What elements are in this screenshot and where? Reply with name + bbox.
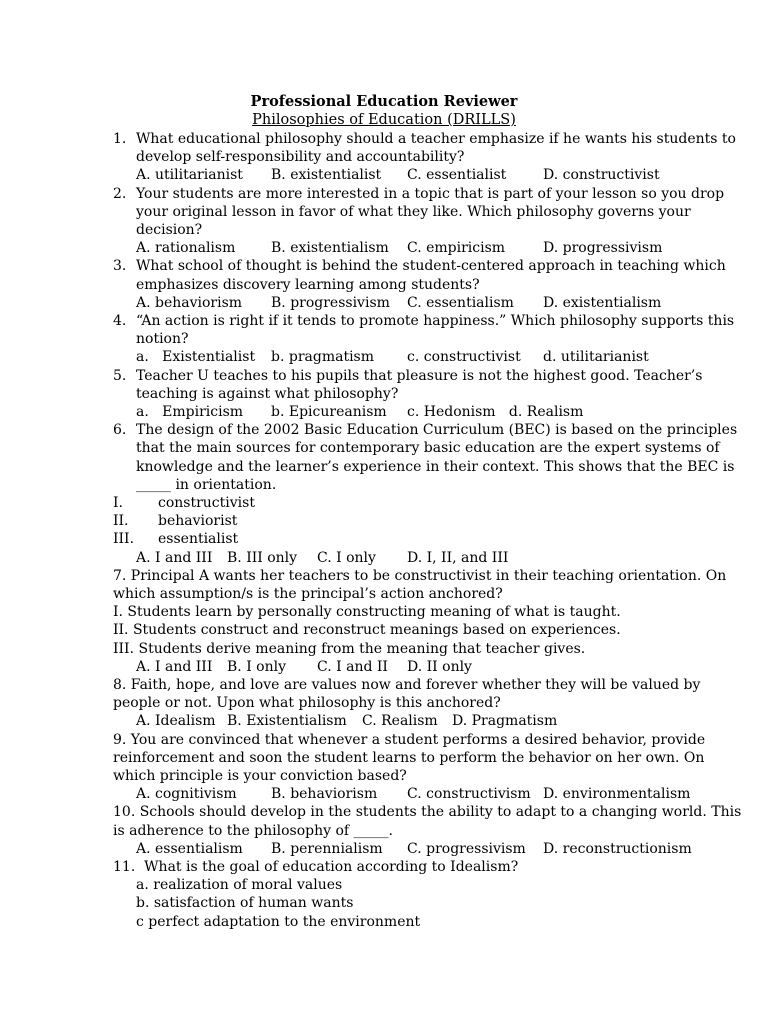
answer-choice: B. III only — [227, 549, 298, 566]
question-text-line: develop self-responsibility and accountability? — [136, 149, 465, 166]
question-text-line: which assumption/s is the principal’s action anchored? — [113, 586, 503, 602]
question-text-line: _____ in orientation. — [136, 476, 277, 493]
answer-choice: c. constructivist — [407, 349, 521, 366]
question-number: 1. — [113, 131, 127, 147]
question-text-line: reinforcement and soon the student learns to perform the behavior on her own. On — [113, 749, 705, 766]
answer-choice: d. utilitarianist — [543, 349, 649, 366]
answer-choice: B. existentialism — [271, 240, 389, 257]
question-text-line: is adherence to the philosophy of _____. — [113, 822, 393, 839]
question-text-line: emphasizes discovery learning among students? — [136, 276, 480, 293]
answer-option: a. realization of moral values — [136, 877, 343, 894]
answer-choice: C. I and II — [317, 658, 388, 675]
answer-choice: C. I only — [317, 549, 376, 566]
question-text-line: teaching is against what philosophy? — [136, 385, 399, 402]
answer-choice: C. progressivism — [407, 840, 526, 857]
question-text-line: What school of thought is behind the student-centered approach in teaching which — [136, 258, 726, 275]
question-number: 4. — [113, 313, 127, 329]
roman-option-text: constructivist — [158, 495, 255, 511]
answer-choice: A. behaviorism — [136, 294, 243, 311]
question-text-line: Your students are more interested in a topic that is part of your lesson so you drop — [136, 185, 725, 202]
answer-choice: b. Epicureanism — [271, 404, 387, 420]
question-text-line: What educational philosophy should a teacher emphasize if he wants his students to — [136, 131, 736, 147]
question-text-line: III. Students derive meaning from the meaning that teacher gives. — [113, 640, 586, 657]
question-text-line: notion? — [136, 331, 189, 348]
answer-choice: C. Realism — [362, 713, 438, 730]
question-text-line: 10. Schools should develop in the students the ability to adapt to a changing world. This — [113, 804, 742, 821]
question-text-line: 8. Faith, hope, and love are values now and forever whether they will be valued by — [113, 677, 701, 693]
question-text-line: which principle is your conviction based? — [113, 768, 407, 784]
question-text-line: decision? — [136, 222, 203, 238]
answer-choice: B. progressivism — [271, 294, 390, 311]
answer-choice: B. I only — [227, 658, 287, 675]
answer-choice: a. Existentialist — [136, 349, 256, 366]
answer-choice: D. I, II, and III — [407, 549, 509, 566]
answer-choice: B. Existentialism — [227, 713, 347, 730]
question-text-line: your original lesson in favor of what they like. Which philosophy governs your — [136, 203, 691, 220]
question-text-line: knowledge and the learner’s experience in their context. This shows that the BEC is — [136, 458, 735, 475]
answer-choice: D. Pragmatism — [452, 713, 558, 730]
roman-numeral: III. — [113, 531, 135, 548]
answer-choice: B. existentialist — [271, 167, 382, 184]
answer-choice: D. progressivism — [543, 240, 663, 257]
document-subtitle: Philosophies of Education (DRILLS) — [252, 112, 516, 128]
answer-choice: C. constructivism — [407, 786, 531, 803]
answer-choice: D. II only — [407, 658, 472, 675]
answer-choice: A. rationalism — [136, 240, 236, 257]
answer-choice: D. reconstructionism — [543, 840, 692, 857]
question-number: 5. — [113, 367, 127, 384]
answer-choice: B. behaviorism — [271, 786, 378, 803]
question-text-line: I. Students learn by personally constructing meaning of what is taught. — [113, 604, 621, 621]
question-text-line: II. Students construct and reconstruct meanings based on experiences. — [113, 622, 621, 639]
roman-option-text: behaviorist — [158, 513, 238, 530]
answer-choice: C. empiricism — [407, 240, 506, 257]
answer-choice: C. essentialism — [407, 294, 514, 311]
question-text-line: “An action is right if it tends to promote happiness.” Which philosophy supports this — [136, 313, 735, 329]
answer-choice: c. Hedonism d. Realism — [407, 404, 584, 420]
answer-option: c perfect adaptation to the environment — [136, 913, 421, 930]
answer-choice: A. utilitarianist — [136, 167, 243, 184]
answer-choice: A. I and III — [136, 549, 213, 566]
answer-choice: A. cognitivism — [136, 786, 237, 803]
answer-choice: b. pragmatism — [271, 349, 375, 366]
question-text-line: The design of the 2002 Basic Education Curriculum (BEC) is based on the principles — [136, 422, 738, 439]
question-number: 3. — [113, 258, 127, 275]
question-number: 2. — [113, 185, 127, 202]
answer-choice: A. essentialism — [136, 840, 243, 857]
answer-choice: A. Idealism — [136, 713, 216, 730]
document-title: Professional Education Reviewer — [250, 93, 518, 110]
question-number: 6. — [113, 422, 127, 439]
question-text-line: 9. You are convinced that whenever a student performs a desired behavior, provide — [113, 731, 706, 748]
question-text-line: that the main sources for contemporary basic education are the expert systems of — [136, 440, 720, 457]
answer-choice: D. constructivist — [543, 167, 660, 184]
answer-choice: a. Empiricism — [136, 404, 244, 420]
answer-choice: C. essentialist — [407, 167, 507, 184]
answer-choice: D. existentialism — [543, 294, 662, 311]
answer-choice: B. perennialism — [271, 840, 383, 857]
answer-choice: A. I and III — [136, 658, 213, 675]
answer-choice: D. environmentalism — [543, 786, 691, 803]
roman-numeral: II. — [113, 513, 129, 530]
question-text-line: people or not. Upon what philosophy is this anchored? — [113, 695, 501, 712]
question-text-line: Teacher U teaches to his pupils that pleasure is not the highest good. Teacher’s — [136, 367, 703, 384]
question-text-line: 7. Principal A wants her teachers to be constructivist in their teaching orientation. On — [113, 567, 727, 584]
roman-numeral: I. — [113, 495, 123, 511]
answer-option: b. satisfaction of human wants — [136, 895, 354, 912]
question-text-line: 11. What is the goal of education according to Idealism? — [113, 859, 519, 875]
roman-option-text: essentialist — [158, 531, 239, 548]
